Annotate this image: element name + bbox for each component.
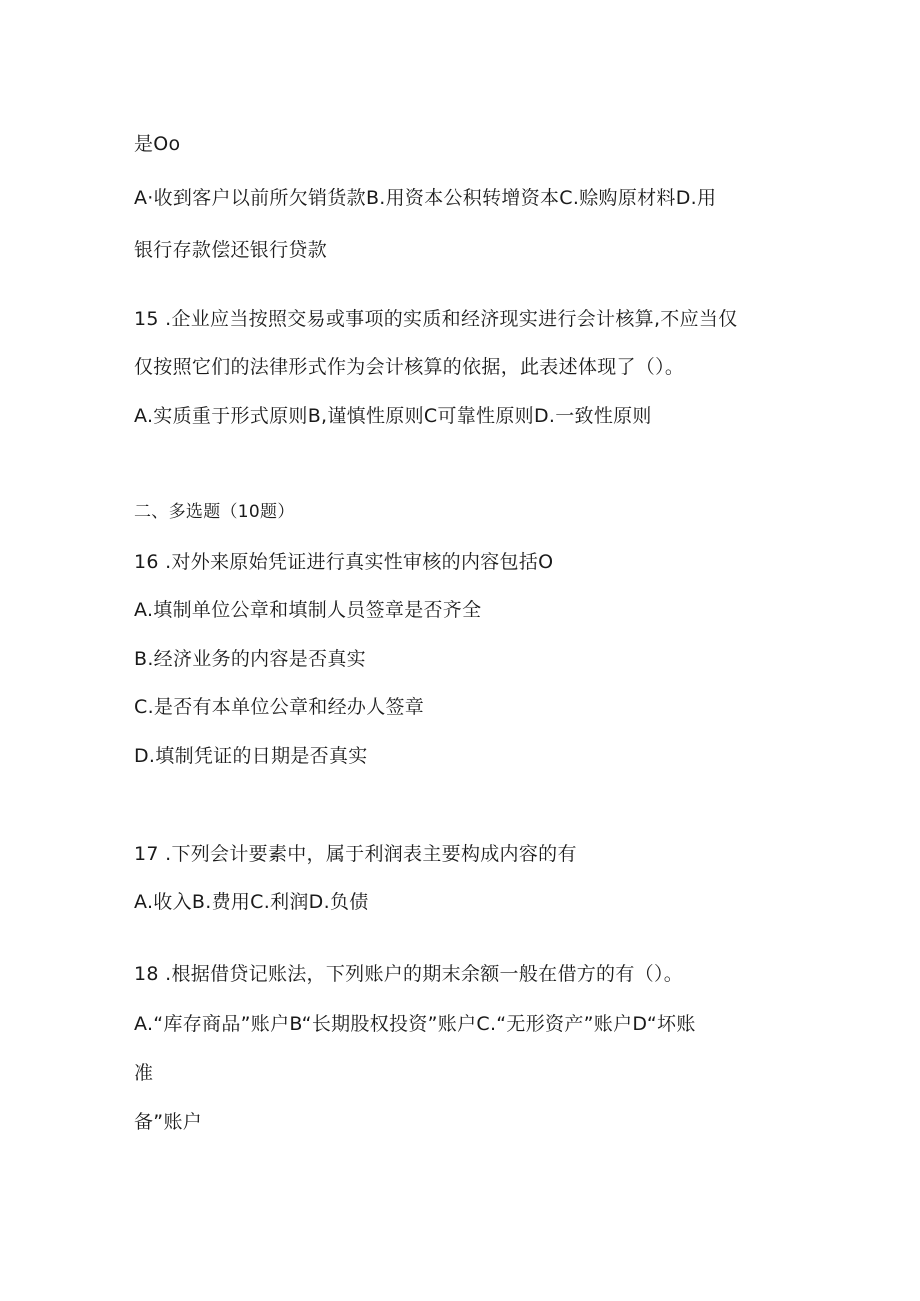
q15-options: A.实质重于形式原则B,谨慎性原则C可靠性原则D.一致性原则 xyxy=(134,405,652,427)
q14-stem-tail: 是Oo xyxy=(134,133,181,155)
q17-stem: 17 .下列会计要素中，属于利润表主要构成内容的有 xyxy=(134,843,577,865)
q18-stem: 18 .根据借贷记账法，下列账户的期末余额一般在借方的有（）。 xyxy=(134,963,684,985)
q16-option-d: D.填制凭证的日期是否真实 xyxy=(134,745,368,767)
q15-stem-line-2: 仅按照它们的法律形式作为会计核算的依据，此表述体现了（）。 xyxy=(134,356,685,378)
section-heading: 二、多选题（10题） xyxy=(134,502,295,522)
q16-option-a: A.填制单位公章和填制人员签章是否齐全 xyxy=(134,599,482,621)
q16-option-c: C.是否有本单位公章和经办人签章 xyxy=(134,696,425,718)
q16-option-b: B.经济业务的内容是否真实 xyxy=(134,648,366,670)
q14-options-line-2: 银行存款偿还银行贷款 xyxy=(134,239,328,261)
q15-stem-line-1: 15 .企业应当按照交易或事项的实质和经济现实进行会计核算,不应当仅 xyxy=(134,308,738,330)
q14-options-line-1: A·收到客户以前所欠销货款B.用资本公积转增资本C.赊购原材料D.用 xyxy=(134,187,717,209)
q18-options-line-1: A.“库存商品”账户B“长期股权投资”账户C.“无形资产”账户D“坏账 xyxy=(134,1013,696,1035)
q18-options-line-2: 准 xyxy=(134,1062,154,1084)
q17-options: A.收入B.费用C.利润D.负债 xyxy=(134,891,369,913)
q18-options-line-3: 备”账户 xyxy=(134,1111,203,1133)
q16-stem: 16 .对外来原始凭证进行真实性审核的内容包括O xyxy=(134,551,554,573)
